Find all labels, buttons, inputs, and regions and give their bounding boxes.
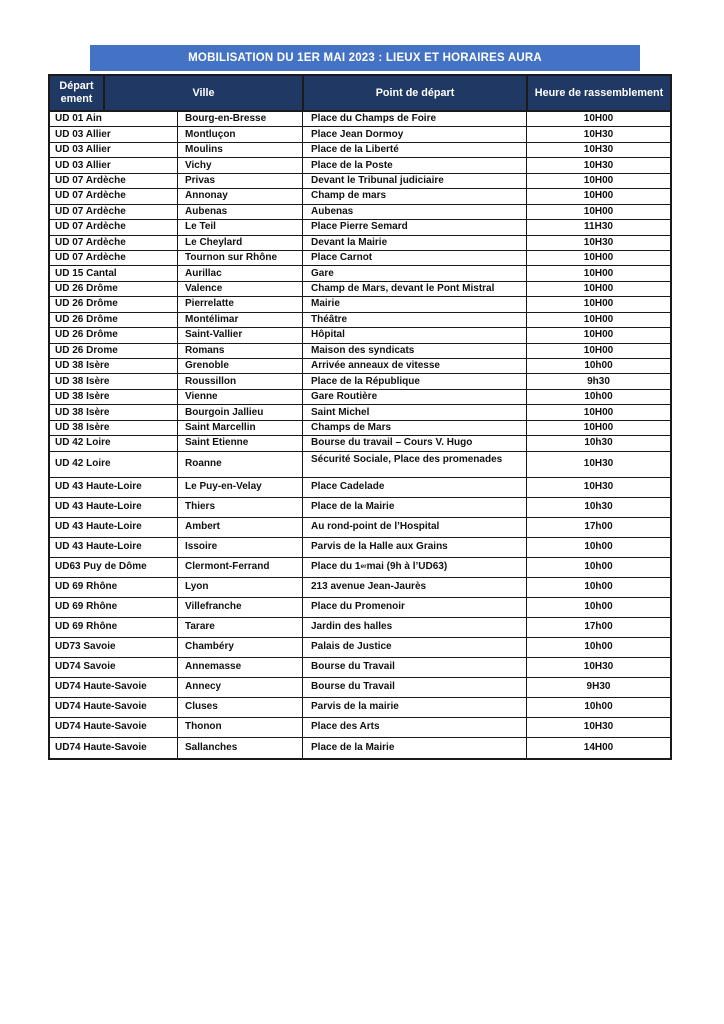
cell-heure: 10h00 [526,390,670,404]
cell-point: Place de la Mairie [302,498,526,517]
cell-heure: 10H00 [526,282,670,296]
table-row [50,421,670,436]
cell-ville: Annemasse [177,658,302,677]
cell-departement: UD74 Savoie [55,661,116,673]
cell-ville: Le Cheylard [177,236,302,250]
table-row [50,678,670,698]
table-row [50,328,670,343]
cell-point: Champ de mars [302,189,526,203]
cell-departement: UD 38 Isère [55,421,110,433]
cell-ville: Clermont-Ferrand [177,558,302,577]
cell-departement: UD 01 Ain [55,113,102,125]
table-row [50,718,670,738]
cell-point: Bourse du Travail [302,658,526,677]
table-row [50,127,670,142]
cell-ville: Tournon sur Rhône [177,251,302,265]
cell-point: Arrivée anneaux de vitesse [302,359,526,373]
cell-heure: 10h00 [526,598,670,617]
cell-departement: UD 69 Rhône [55,621,118,633]
cell-point: Champ de Mars, devant le Pont Mistral [302,282,526,296]
cell-ville: Le Teil [177,220,302,234]
cell-ville: Vienne [177,390,302,404]
table-row [50,598,670,618]
cell-heure: 14H00 [526,738,670,758]
cell-departement: UD 07 Ardèche [55,221,126,233]
cell-point: Devant le Tribunal judiciaire [302,174,526,188]
table-row [50,578,670,598]
cell-ville: Issoire [177,538,302,557]
cell-ville: Roanne [177,452,302,477]
cell-heure: 10H00 [526,328,670,342]
cell-heure: 17h00 [526,518,670,537]
table-row [50,158,670,173]
column-header-ville: Ville [103,76,302,110]
cell-ville: Ambert [177,518,302,537]
table-row [50,143,670,158]
cell-heure: 10h00 [526,558,670,577]
cell-point: Place Jean Dormoy [302,127,526,141]
cell-heure: 10h00 [526,638,670,657]
cell-departement: UD 07 Ardèche [55,190,126,202]
cell-departement: UD 43 Haute-Loire [55,521,142,533]
cell-point: Place de la Poste [302,158,526,172]
cell-heure: 10H00 [526,205,670,219]
cell-point: Mairie [302,297,526,311]
cell-heure: 10H00 [526,174,670,188]
cell-heure: 10H30 [526,658,670,677]
table-row [50,236,670,251]
table-row [50,282,670,297]
cell-heure: 10H30 [526,452,670,477]
table-row [50,405,670,420]
cell-ville: Thiers [177,498,302,517]
cell-departement: UD 07 Ardèche [55,205,126,217]
cell-point: Gare Routière [302,390,526,404]
cell-heure: 10H30 [526,158,670,172]
cell-point: Saint Michel [302,405,526,419]
cell-ville: Aurillac [177,266,302,280]
cell-point: Sécurité Sociale, Place des promenades [302,452,526,477]
cell-heure: 10h00 [526,538,670,557]
cell-ville: Bourgoin Jallieu [177,405,302,419]
table-body [50,112,670,758]
cell-ville: Chambéry [177,638,302,657]
cell-ville: Villefranche [177,598,302,617]
cell-ville: Sallanches [177,738,302,758]
table-row [50,538,670,558]
cell-heure: 10H00 [526,421,670,435]
cell-departement: UD 26 Drôme [55,283,118,295]
cell-ville: Saint Etienne [177,436,302,450]
table-row [50,359,670,374]
cell-ville: Le Puy-en-Velay [177,478,302,497]
cell-point: Place du Champs de Foire [302,112,526,126]
cell-ville: Annecy [177,678,302,697]
cell-heure: 10H00 [526,189,670,203]
cell-departement: UD74 Haute-Savoie [55,741,147,753]
cell-heure: 10H00 [526,112,670,126]
table-row [50,297,670,312]
cell-ville: Vichy [177,158,302,172]
cell-departement: UD 26 Drôme [55,329,118,341]
cell-ville: Montluçon [177,127,302,141]
page-title: MOBILISATION DU 1ER MAI 2023 : LIEUX ET HORAIRES AURA [188,52,542,64]
cell-departement: UD 43 Haute-Loire [55,541,142,553]
cell-departement: UD 03 Allier [55,144,111,156]
table-row [50,112,670,127]
cell-point: Parvis de la Halle aux Grains [302,538,526,557]
cell-point: Place du Promenoir [302,598,526,617]
table-row [50,251,670,266]
cell-ville: Grenoble [177,359,302,373]
table-row [50,698,670,718]
table-row [50,638,670,658]
table-row [50,189,670,204]
cell-point: Place du 1 er mai (9h à l’UD63) [302,558,526,577]
cell-heure: 9H30 [526,678,670,697]
cell-heure: 10h30 [526,436,670,450]
cell-ville: Saint-Vallier [177,328,302,342]
column-header-heure-de-rassemblement: Heure de rassemblement [526,76,670,110]
cell-point: Théâtre [302,313,526,327]
cell-heure: 10H00 [526,313,670,327]
cell-heure: 17h00 [526,618,670,637]
cell-point: Maison des syndicats [302,344,526,358]
cell-point: Devant la Mairie [302,236,526,250]
table-row [50,738,670,758]
cell-ville: Annonay [177,189,302,203]
cell-ville: Tarare [177,618,302,637]
cell-heure: 10H30 [526,718,670,737]
cell-heure: 11H30 [526,220,670,234]
cell-ville: Saint Marcellin [177,421,302,435]
table-row [50,344,670,359]
cell-departement: UD 03 Allier [55,128,111,140]
cell-heure: 10h00 [526,698,670,717]
cell-point: Place Cadelade [302,478,526,497]
table-row [50,618,670,638]
cell-heure: 10H30 [526,236,670,250]
cell-ville: Roussillon [177,374,302,388]
cell-ville: Thonon [177,718,302,737]
cell-point: Place de la Liberté [302,143,526,157]
cell-point: Place de la Mairie [302,738,526,758]
cell-departement: UD 43 Haute-Loire [55,481,142,493]
table-row [50,452,670,478]
cell-heure: 10H30 [526,127,670,141]
cell-point: Hôpital [302,328,526,342]
cell-point: Parvis de la mairie [302,698,526,717]
cell-heure: 10H00 [526,251,670,265]
cell-ville: Valence [177,282,302,296]
cell-ville: Aubenas [177,205,302,219]
cell-ville: Montélimar [177,313,302,327]
table-row [50,266,670,281]
cell-departement: UD 38 Isère [55,360,110,372]
table-row [50,658,670,678]
cell-heure: 10H00 [526,266,670,280]
cell-departement: UD 42 Loire [55,437,111,449]
cell-ville: Bourg-en-Bresse [177,112,302,126]
cell-ville: Romans [177,344,302,358]
cell-departement: UD 07 Ardèche [55,174,126,186]
cell-departement: UD 26 Drome [55,344,118,356]
cell-heure: 10H30 [526,143,670,157]
cell-heure: 10h00 [526,359,670,373]
cell-ville: Moulins [177,143,302,157]
table-row [50,205,670,220]
cell-heure: 10h30 [526,498,670,517]
mobilisation-table [48,74,672,760]
cell-point: Jardin des halles [302,618,526,637]
column-header-point-de-depart: Point de départ [302,76,526,110]
cell-departement: UD 07 Ardèche [55,252,126,264]
table-row [50,558,670,578]
cell-heure: 10H00 [526,297,670,311]
title-banner [90,45,640,71]
cell-departement: UD 69 Rhône [55,581,118,593]
cell-point: Place Carnot [302,251,526,265]
cell-heure: 9h30 [526,374,670,388]
cell-departement: UD63 Puy de Dôme [55,561,147,573]
cell-point: Bourse du Travail [302,678,526,697]
cell-ville: Lyon [177,578,302,597]
cell-point: Place des Arts [302,718,526,737]
cell-point: Aubenas [302,205,526,219]
column-header-departement: Départ ement [59,80,94,105]
cell-heure: 10H30 [526,478,670,497]
table-row [50,478,670,498]
cell-point: 213 avenue Jean-Jaurès [302,578,526,597]
table-row [50,498,670,518]
cell-departement: UD 38 Isère [55,375,110,387]
cell-departement: UD 69 Rhône [55,601,118,613]
cell-ville: Privas [177,174,302,188]
cell-departement: UD 26 Drôme [55,313,118,325]
cell-departement: UD74 Haute-Savoie [55,721,147,733]
cell-point: Au rond-point de l’Hospital [302,518,526,537]
table-row [50,174,670,189]
cell-point: Gare [302,266,526,280]
cell-point: Place de la République [302,374,526,388]
table-row [50,436,670,451]
cell-ville: Pierrelatte [177,297,302,311]
cell-ville: Cluses [177,698,302,717]
cell-departement: UD 43 Haute-Loire [55,501,142,513]
cell-heure: 10H00 [526,405,670,419]
cell-departement: UD 07 Ardèche [55,236,126,248]
cell-departement: UD 26 Drôme [55,298,118,310]
cell-departement: UD74 Haute-Savoie [55,701,147,713]
cell-point: Champs de Mars [302,421,526,435]
cell-heure: 10H00 [526,344,670,358]
cell-point: Palais de Justice [302,638,526,657]
cell-departement: UD 38 Isère [55,406,110,418]
cell-departement: UD 03 Allier [55,159,111,171]
table-header-row [50,76,670,112]
table-row [50,313,670,328]
table-row [50,518,670,538]
table-row [50,374,670,389]
table-row [50,220,670,235]
table-row [50,390,670,405]
cell-departement: UD73 Savoie [55,641,116,653]
cell-point: Bourse du travail – Cours V. Hugo [302,436,526,450]
cell-departement: UD 42 Loire [55,458,111,470]
cell-departement: UD74 Haute-Savoie [55,681,147,693]
cell-heure: 10h00 [526,578,670,597]
cell-point: Place Pierre Semard [302,220,526,234]
cell-departement: UD 15 Cantal [55,267,117,279]
cell-departement: UD 38 Isère [55,391,110,403]
